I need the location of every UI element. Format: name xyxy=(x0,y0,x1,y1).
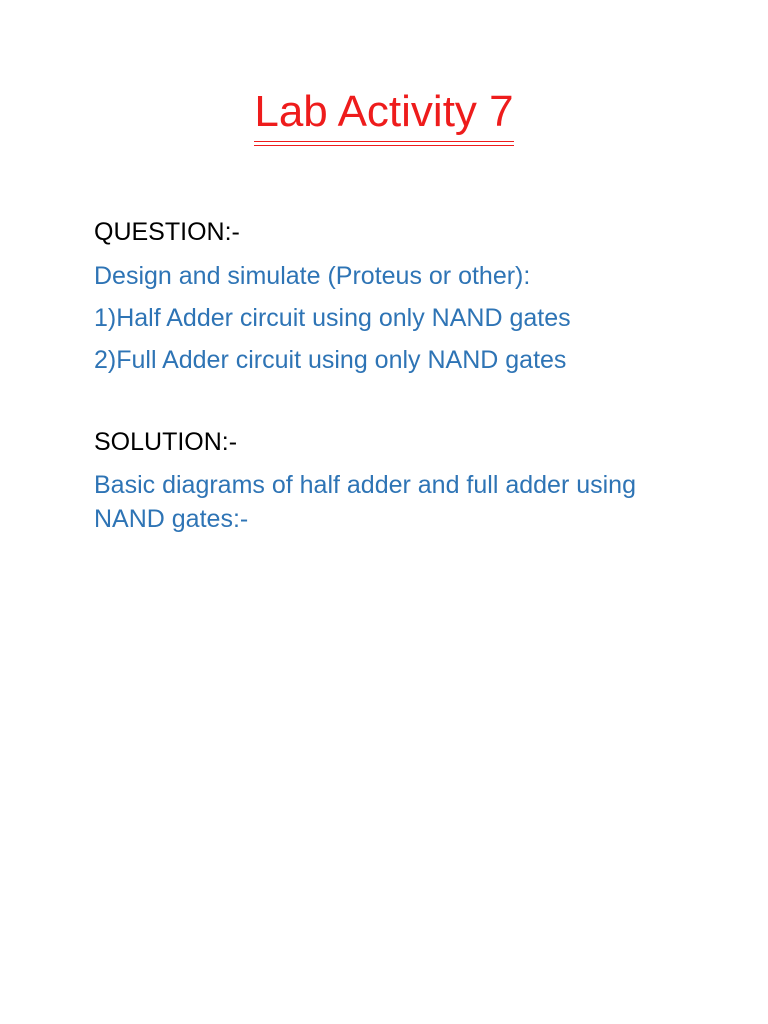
solution-heading: SOLUTION:- xyxy=(94,428,238,456)
question-heading: QUESTION:- xyxy=(94,218,240,246)
question-line-2: 1)Half Adder circuit using only NAND gates xyxy=(94,304,571,332)
title-container xyxy=(0,86,768,142)
question-line-1: Design and simulate (Proteus or other): xyxy=(94,262,531,290)
question-line-3: 2)Full Adder circuit using only NAND gates xyxy=(94,346,567,374)
solution-text: Basic diagrams of half adder and full adder using NAND gates:- xyxy=(94,471,636,533)
page-title: Lab Activity 7 xyxy=(254,86,513,142)
